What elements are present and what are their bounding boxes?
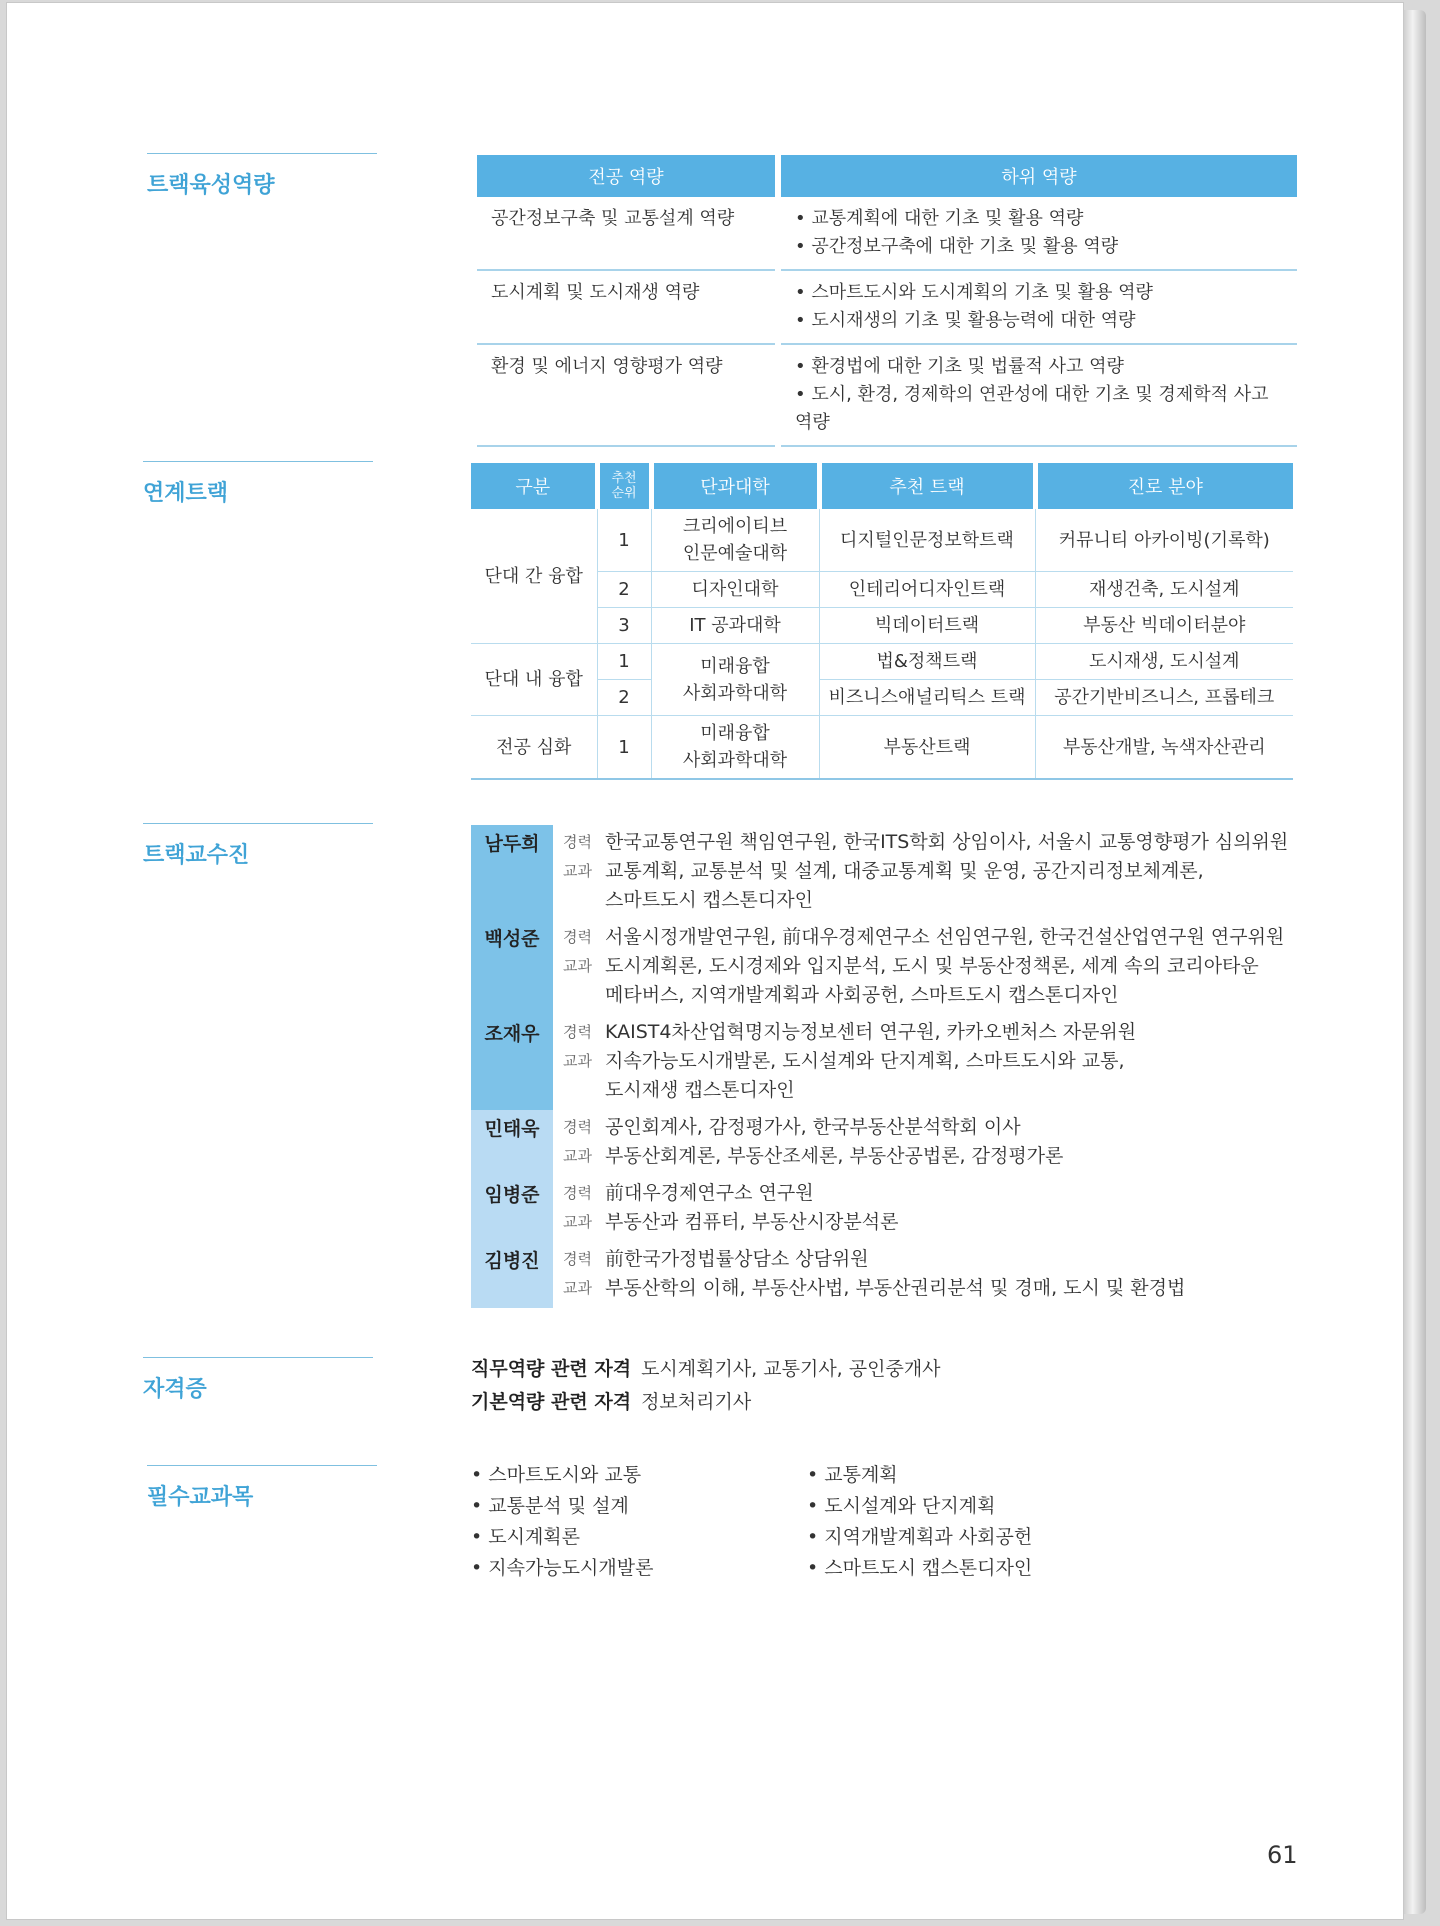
career-label: 경력 [563,1118,592,1136]
group-cell: 단대 간 융합 [471,509,597,644]
certificate-label: 직무역량 관련 자격 [471,1358,632,1380]
column-header-rank [597,463,651,509]
column-header: 진로 분야 [1035,463,1293,509]
career-cell: 부동산개발, 녹색자산관리 [1035,716,1293,780]
table-row [477,270,1297,344]
section-title-faculty: 트랙교수진 [143,823,373,869]
certificate-list [471,1353,941,1419]
college-cell: 디자인대학 [651,572,819,608]
faculty-courses: 부동산회계론, 부동산조세론, 부동산공법론, 감정평가론 [605,1145,1064,1167]
group-cell: 단대 내 융합 [471,644,597,716]
table-row [477,197,1297,270]
table-row [471,644,1293,680]
college-line: 미래융합 [700,723,770,744]
faculty-name: 백성준 [471,920,553,1015]
sub-competency [778,270,1297,344]
list-item: • 지속가능도시개발론 [471,1557,654,1579]
group-cell: 전공 심화 [471,716,597,780]
sub-competency [778,344,1297,446]
column-header: 구분 [471,463,597,509]
column-header: 하위 역량 [778,155,1297,197]
course-label: 교과 [563,862,592,880]
faculty-item [471,1176,1321,1242]
certificate-value: 정보처리기사 [641,1391,752,1413]
faculty-career: 한국교통연구원 책임연구원, 한국ITS학회 상임이사, 서울시 교통영향평가 심의위원 [605,831,1289,853]
college-line: 사회과학대학 [682,750,788,771]
table-row [471,509,1293,572]
list-item: • 교통계획 [807,1464,898,1486]
list-item: • 교통계획에 대한 기초 및 활용 역량 [795,208,1084,229]
course-line: 지속가능도시개발론, 도시설계와 단지계획, 스마트도시와 교통, [605,1050,1125,1072]
faculty-item [471,920,1321,1015]
course-line: 도시계획론, 도시경제와 입지분석, 도시 및 부동산정책론, 세계 속의 코리아타운 [605,955,1259,977]
faculty-list [471,825,1321,1308]
table-row [477,344,1297,446]
column-header: 추천 트랙 [819,463,1035,509]
document-page [6,2,1404,1920]
faculty-career: 공인회계사, 감정평가사, 한국부동산분석학회 이사 [605,1116,1021,1138]
course-line: 스마트도시 캡스톤디자인 [605,889,813,911]
course-label: 교과 [563,957,592,975]
list-item: • 도시재생의 기초 및 활용능력에 대한 역량 [795,310,1136,331]
section-title-competency: 트랙육성역량 [147,153,377,199]
faculty-name: 남두희 [471,825,553,920]
career-cell: 부동산 빅데이터분야 [1035,608,1293,644]
rank-cell: 2 [597,680,651,716]
course-line: 메타버스, 지역개발계획과 사회공헌, 스마트도시 캡스톤디자인 [605,984,1119,1006]
faculty-career: KAIST4차산업혁명지능정보센터 연구원, 카카오벤처스 자문위원 [605,1021,1137,1043]
certificate-label: 기본역량 관련 자격 [471,1391,632,1413]
track-cell: 비즈니스애널리틱스 트랙 [819,680,1035,716]
faculty-info [553,920,1284,1015]
track-cell: 부동산트랙 [819,716,1035,780]
course-label: 교과 [563,1213,592,1231]
faculty-info [553,1242,1185,1308]
section-title-linked-track: 연계트랙 [143,461,373,507]
course-line: 교통계획, 교통분석 및 설계, 대중교통계획 및 운영, 공간지리정보체계론, [605,860,1204,882]
list-item: • 도시설계와 단지계획 [807,1495,996,1517]
faculty-item [471,1110,1321,1176]
table-row [471,716,1293,780]
track-cell: 법&정책트랙 [819,644,1035,680]
major-competency: 환경 및 에너지 영향평가 역량 [477,344,778,446]
career-label: 경력 [563,1023,592,1041]
track-cell: 디지털인문정보학트랙 [819,509,1035,572]
faculty-name: 조재우 [471,1015,553,1110]
career-cell: 도시재생, 도시설계 [1035,644,1293,680]
competency-table [477,155,1297,447]
rank-cell: 1 [597,509,651,572]
faculty-name: 임병준 [471,1176,553,1242]
certificate-item [471,1353,941,1386]
page-number: 61 [1267,1841,1298,1869]
list-item: • 스마트도시와 도시계획의 기초 및 활용 역량 [795,282,1153,303]
faculty-courses [605,952,1259,1010]
sub-competency [778,197,1297,270]
faculty-info [553,825,1288,920]
list-item: • 지역개발계획과 사회공헌 [807,1526,1033,1548]
faculty-info [553,1015,1136,1110]
column-header: 단과대학 [651,463,819,509]
list-item: • 환경법에 대한 기초 및 법률적 사고 역량 [795,356,1124,377]
faculty-career: 前대우경제연구소 연구원 [605,1182,814,1204]
college-line: 미래융합 [700,655,770,677]
career-label: 경력 [563,1184,592,1202]
career-label: 경력 [563,928,592,946]
rank-header-line: 순위 [611,486,637,501]
faculty-item [471,825,1321,920]
track-cell: 빅데이터트랙 [819,608,1035,644]
course-label: 교과 [563,1147,592,1165]
rank-cell: 3 [597,608,651,644]
rank-cell: 2 [597,572,651,608]
table-header-row [477,155,1297,197]
section-title-required-courses: 필수교과목 [147,1465,377,1511]
course-line: 도시재생 캡스톤디자인 [605,1079,795,1101]
faculty-name: 민태욱 [471,1110,553,1176]
faculty-info [553,1176,898,1242]
list-item: • 스마트도시 캡스톤디자인 [807,1557,1033,1579]
college-cell: IT 공과대학 [651,608,819,644]
career-label: 경력 [563,833,592,851]
faculty-courses: 부동산과 컴퓨터, 부동산시장분석론 [605,1211,899,1233]
track-cell: 인테리어디자인트랙 [819,572,1035,608]
faculty-courses [605,857,1204,915]
college-cell [651,644,819,716]
list-item: • 공간정보구축에 대한 기초 및 활용 역량 [795,236,1119,257]
list-item: • 교통분석 및 설계 [471,1495,629,1517]
list-item: • 스마트도시와 교통 [471,1464,642,1486]
career-cell: 커뮤니티 아카이빙(기록학) [1035,509,1293,572]
college-cell [651,716,819,780]
rank-cell: 1 [597,644,651,680]
career-cell: 공간기반비즈니스, 프롭테크 [1035,680,1293,716]
linked-track-table [471,463,1293,780]
faculty-career: 前한국가정법률상담소 상담위원 [605,1248,869,1270]
certificate-item [471,1386,941,1419]
section-title-certificate: 자격증 [143,1357,373,1403]
major-competency: 도시계획 및 도시재생 역량 [477,270,778,344]
list-item: • 도시, 환경, 경제학의 연관성에 대한 기초 및 경제학적 사고 역량 [795,384,1269,433]
column-header: 전공 역량 [477,155,778,197]
career-cell: 재생건축, 도시설계 [1035,572,1293,608]
faculty-info [553,1110,1063,1176]
faculty-item [471,1242,1321,1308]
career-label: 경력 [563,1250,592,1268]
college-line: 사회과학대학 [682,682,788,704]
required-course-list [471,1460,1271,1584]
certificate-value: 도시계획기사, 교통기사, 공인중개사 [641,1358,941,1380]
table-header-row [471,463,1293,509]
college-cell [651,509,819,572]
list-item: • 도시계획론 [471,1526,581,1548]
course-label: 교과 [563,1279,592,1297]
faculty-item [471,1015,1321,1110]
rank-cell: 1 [597,716,651,780]
college-line: 인문예술대학 [682,543,788,564]
faculty-courses: 부동산학의 이해, 부동산사법, 부동산권리분석 및 경매, 도시 및 환경법 [605,1277,1186,1299]
faculty-courses [605,1047,1124,1105]
faculty-name: 김병진 [471,1242,553,1308]
college-line: 크리에이티브 [682,516,788,537]
course-label: 교과 [563,1052,592,1070]
major-competency: 공간정보구축 및 교통설계 역량 [477,197,778,270]
faculty-career: 서울시정개발연구원, 前대우경제연구소 선임연구원, 한국건설산업연구원 연구위원 [605,926,1285,948]
rank-header-line: 추천 [611,471,637,486]
page-edge [1404,10,1426,1914]
